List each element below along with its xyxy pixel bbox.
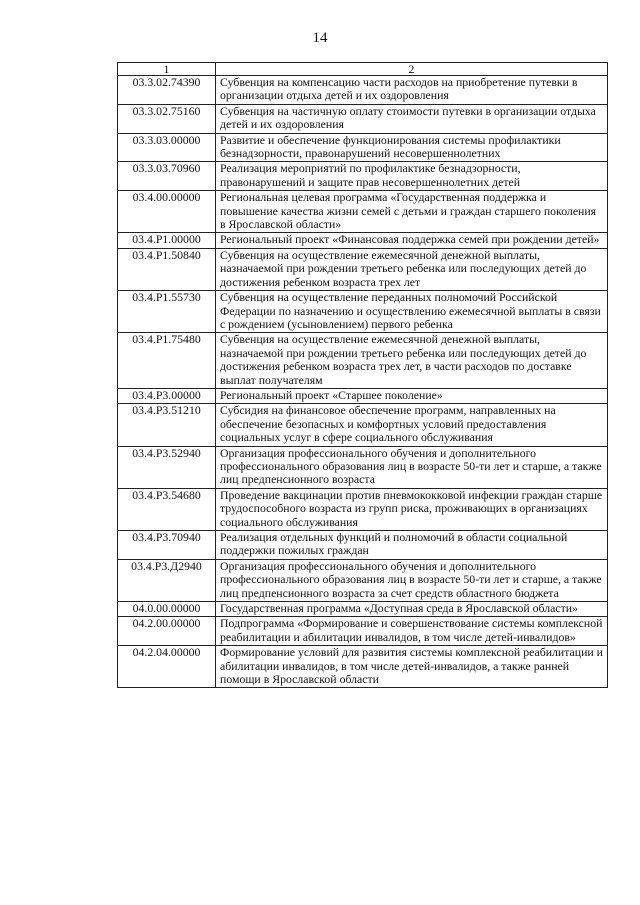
table-row [118, 446, 608, 488]
table-row [118, 233, 608, 248]
table-row [118, 617, 608, 646]
table-row [118, 388, 608, 403]
row-code: 03.4.P1.75480 [118, 333, 216, 389]
row-code: 03.3.02.74390 [118, 76, 216, 105]
row-code: 03.4.P1.55730 [118, 291, 216, 333]
row-code: 04.2.00.00000 [118, 617, 216, 646]
table-header-row [118, 63, 608, 76]
row-code: 03.4.P3.00000 [118, 388, 216, 403]
row-description: Реализация отдельных функций и полномочий в области социальной поддержки пожилых граждан [216, 531, 608, 560]
row-description: Субвенция на частичную оплату стоимости путевки в организации отдыха детей и их оздоровления [216, 104, 608, 133]
row-description: Субвенция на осуществление переданных полномочий Российской Федерации по назначению и осуществлению ежемесячной выплаты в связи с рождением (усыновлением) первого ребенка [216, 291, 608, 333]
row-description: Субсидия на финансовое обеспечение программ, направленных на обеспечение безопасных и комфортных условий предоставления социальных услуг в сфере социального обслуживания [216, 404, 608, 446]
row-description: Организация профессионального обучения и дополнительного профессионального образования лиц в возрасте 50-ти лет и старше, а также лиц предпенсионного возраста [216, 446, 608, 488]
column-header-1: 1 [118, 63, 216, 76]
row-code: 03.4.P3.70940 [118, 531, 216, 560]
row-code: 03.4.P1.00000 [118, 233, 216, 248]
table-row [118, 559, 608, 601]
table-row [118, 488, 608, 530]
table-row [118, 104, 608, 133]
row-code: 04.2.04.00000 [118, 646, 216, 688]
table-row [118, 248, 608, 290]
row-description: Региональный проект «Старшее поколение» [216, 388, 608, 403]
row-code: 03.3.03.70960 [118, 162, 216, 191]
table-row [118, 333, 608, 389]
classification-table [117, 62, 608, 688]
table-row [118, 646, 608, 688]
row-code: 03.4.P1.50840 [118, 248, 216, 290]
table-row [118, 191, 608, 233]
row-description: Субвенция на осуществление ежемесячной денежной выплаты, назначаемой при рождении третьего ребенка или последующих детей до достижения ребенком возраста трех лет [216, 248, 608, 290]
row-code: 03.3.02.75160 [118, 104, 216, 133]
row-code: 03.4.P3.Д2940 [118, 559, 216, 601]
row-code: 03.4.P3.54680 [118, 488, 216, 530]
table-row [118, 602, 608, 617]
row-code: 03.4.P3.51210 [118, 404, 216, 446]
page-number: 14 [312, 30, 328, 46]
row-code: 04.0.00.00000 [118, 602, 216, 617]
table-row [118, 404, 608, 446]
row-description: Реализация мероприятий по профилактике безнадзорности, правонарушений и защите прав несовершеннолетних детей [216, 162, 608, 191]
row-description: Государственная программа «Доступная среда в Ярославской области» [216, 602, 608, 617]
row-description: Субвенция на осуществление ежемесячной денежной выплаты, назначаемой при рождении третьего ребенка или последующих детей до достижения ребенком возраста трех лет, в части расходов по доставке выплат получателям [216, 333, 608, 389]
row-description: Развитие и обеспечение функционирования системы профилактики безнадзорности, правонарушений несовершеннолетних [216, 133, 608, 162]
row-code: 03.4.P3.52940 [118, 446, 216, 488]
table-row [118, 162, 608, 191]
row-description: Подпрограмма «Формирование и совершенствование системы комплексной реабилитации и абилитации инвалидов, в том числе детей-инвалидов» [216, 617, 608, 646]
row-code: 03.3.03.00000 [118, 133, 216, 162]
row-description: Формирование условий для развития системы комплексной реабилитации и абилитации инвалидов, в том числе детей-инвалидов, а также ранней помощи в Ярославской области [216, 646, 608, 688]
table-row [118, 531, 608, 560]
row-code: 03.4.00.00000 [118, 191, 216, 233]
row-description: Региональная целевая программа «Государственная поддержка и повышение качества жизни семей с детьми и граждан старшего поколения в Ярославской области» [216, 191, 608, 233]
table-row [118, 133, 608, 162]
column-header-2: 2 [216, 63, 608, 76]
table-row [118, 76, 608, 105]
row-description: Организация профессионального обучения и дополнительного профессионального образования лиц в возрасте 50-ти лет и старше, а также лиц предпенсионного возраста за счет средств областного бюджета [216, 559, 608, 601]
row-description: Региональный проект «Финансовая поддержка семей при рождении детей» [216, 233, 608, 248]
table-row [118, 291, 608, 333]
row-description: Субвенция на компенсацию части расходов на приобретение путевки в организации отдыха детей и их оздоровления [216, 76, 608, 105]
row-description: Проведение вакцинации против пневмококковой инфекции граждан старше трудоспособного возраста из групп риска, проживающих в организациях социального обслуживания [216, 488, 608, 530]
